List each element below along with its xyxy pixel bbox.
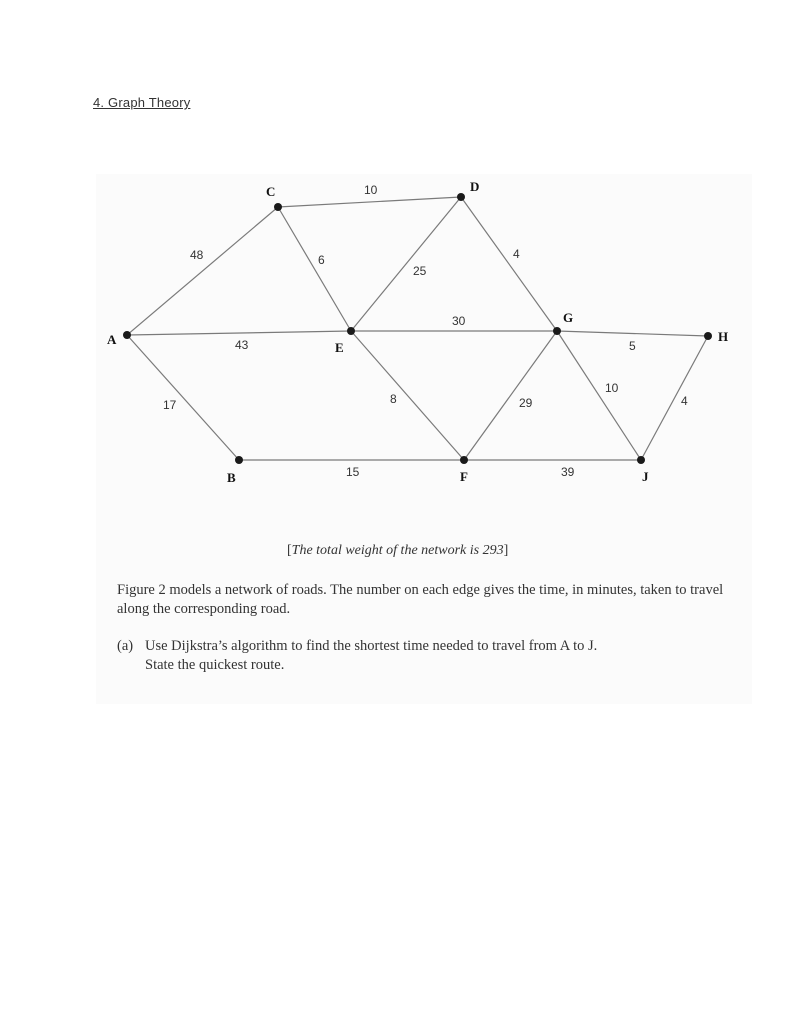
- nodes-layer: [107, 179, 728, 485]
- edge-weight-g-f: 29: [519, 396, 533, 410]
- edge-weight-g-h: 5: [629, 339, 636, 353]
- edge-a-b: [127, 335, 239, 460]
- edges-layer: [127, 197, 708, 460]
- node-h: [704, 332, 712, 340]
- edge-weight-c-e: 6: [318, 253, 325, 267]
- edge-weight-f-j: 39: [561, 465, 575, 479]
- edge-weight-e-g: 30: [452, 314, 466, 328]
- edge-weight-b-f: 15: [346, 465, 360, 479]
- node-e: [347, 327, 355, 335]
- node-label-c: C: [266, 184, 276, 199]
- edge-weight-a-e: 43: [235, 338, 249, 352]
- node-b: [235, 456, 243, 464]
- edge-weight-a-c: 48: [190, 248, 204, 262]
- total-weight-note: [287, 543, 508, 559]
- edge-e-f: [351, 331, 464, 460]
- edge-a-e: [127, 331, 351, 335]
- question-line-1: Use Dijkstra’s algorithm to find the shortest time needed to travel from A to J.: [145, 638, 598, 654]
- edge-d-g: [461, 197, 557, 331]
- node-g: [553, 327, 561, 335]
- edge-weight-d-e: 25: [413, 264, 427, 278]
- edge-g-f: [464, 331, 557, 460]
- node-label-f: F: [460, 469, 468, 484]
- edge-weight-c-d: 10: [364, 183, 378, 197]
- edge-weight-e-f: 8: [390, 392, 397, 406]
- node-label-b: B: [227, 470, 236, 485]
- node-d: [457, 193, 465, 201]
- edge-h-j: [641, 336, 708, 460]
- node-c: [274, 203, 282, 211]
- figure-description: Figure 2 models a network of roads. The number on each edge gives the time, in minutes, taken to travel along the corresponding road.: [117, 582, 724, 617]
- edge-weight-d-g: 4: [513, 247, 520, 261]
- node-label-e: E: [335, 340, 344, 355]
- node-label-j: J: [642, 469, 649, 484]
- node-label-h: H: [718, 329, 729, 344]
- node-label-g: G: [563, 310, 574, 325]
- node-f: [460, 456, 468, 464]
- node-label-a: A: [107, 332, 117, 347]
- edge-g-h: [557, 331, 708, 336]
- question-a: [117, 637, 717, 675]
- edge-a-c: [127, 207, 278, 335]
- node-label-d: D: [470, 179, 480, 194]
- edge-d-e: [351, 197, 461, 331]
- question-label: (a): [117, 638, 134, 654]
- total-close-bracket: ]: [503, 543, 509, 558]
- edge-weight-h-j: 4: [681, 394, 688, 408]
- edge-c-e: [278, 207, 351, 331]
- question-line-2: State the quickest route.: [145, 657, 285, 673]
- node-j: [637, 456, 645, 464]
- edge-weight-a-b: 17: [163, 398, 177, 412]
- edge-c-d: [278, 197, 461, 207]
- total-weight-text: The total weight of the network is 293: [291, 543, 504, 558]
- total-open-bracket: [: [287, 543, 292, 558]
- node-a: [123, 331, 131, 339]
- edge-weight-g-j: 10: [605, 381, 619, 395]
- section-heading: 4. Graph Theory: [93, 95, 191, 110]
